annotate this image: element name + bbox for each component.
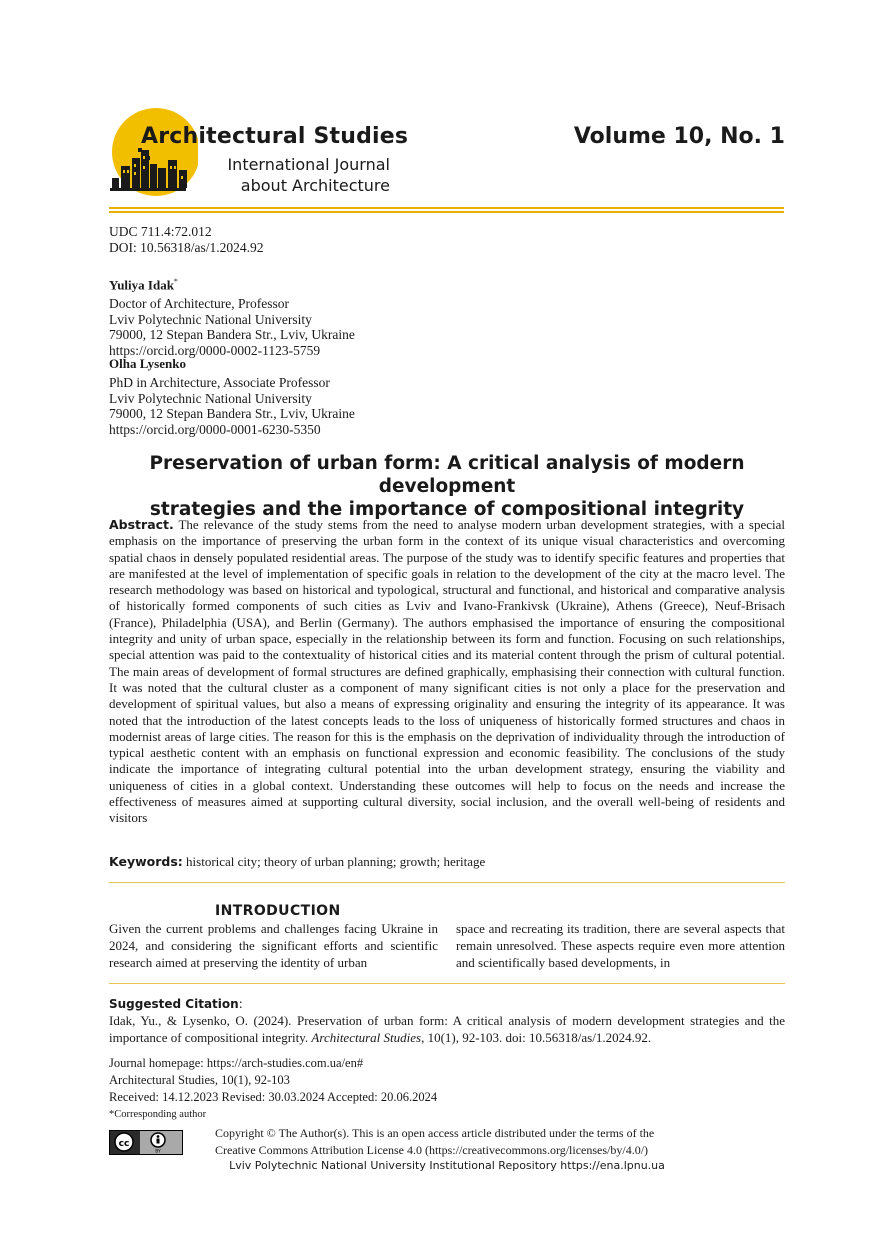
- abstract-text: The relevance of the study stems from the need to analyse modern urban development strategies, with a special emphasis on the importance of preserving the urban form in the context of its unique visual characteristics and overcoming spatial chaos in densely populated residential areas. The purpose of the study was to identify specific features and properties that are manifested at the level of implementation of specific goals in relation to the development of the city at the macro level. The research methodology was based on historical and typological, structural and functional, and historical and comparative analysis of historically formed components of such cities as Lviv and Ivano-Frankivsk (Ukraine), Athens (Greece), Neuf-Brisach (France), Philadelphia (USA), and Berlin (Germany). The authors emphasised the importance of ensuring the compositional integrity and unity of urban space, especially in the relationship between its form and function. Focusing on such relationships, special attention was paid to the contextuality of historical cities and its material content through the prism of cultural potential. The main areas of development of formal structures are defined graphically, emphasising their connection with cultural function. It was noted that the cultural cluster as a component of many significant cities is not only a place for the preservation and development of spiritual values, but also a means of expressing originality and ensuring the integrity of its appearance. It was noted that the introduction of the latest concepts leads to the loss of uniqueness of historically formed structures and chaos in modernist areas of large cities. The reason for this is the emphasis on the deprivation of individuality through the introduction of typical aesthetic content with an emphasis on functional expression and economic feasibility. The conclusions of the study indicate the importance of integrating cultural potential into the urban development strategy, ensuring the viability and uniqueness of cities in a global context. Understanding these outcomes will help to focus on the needs and increase the effectiveness of measures aimed at supporting cultural diversity, social inclusion, and the overall well-being of residents and visitors: [109, 517, 786, 826]
- journal-name: Architectural Studies: [141, 124, 409, 149]
- journal-logo: [108, 104, 198, 204]
- corresponding-author-note: *Corresponding author: [109, 1109, 207, 1120]
- header-divider-secondary: [109, 211, 784, 213]
- volume-label: Volume 10, No. 1: [573, 124, 785, 149]
- cc-license-icon: [110, 1131, 182, 1154]
- journal-homepage[interactable]: Journal homepage: https://arch-studies.com.ua/en#: [109, 1056, 364, 1070]
- citation-divider: [109, 983, 785, 984]
- author-address: 79000, 12 Stepan Bandera Str., Lviv, Ukraine: [109, 327, 355, 343]
- keywords-divider: [109, 882, 785, 883]
- author-name: Yuliya Idak*: [109, 277, 178, 293]
- section-heading-introduction: INTRODUCTION: [215, 903, 341, 919]
- author-name: Olha Lysenko: [109, 356, 186, 371]
- journal-subtitle-line-1: International Journal: [227, 155, 390, 174]
- intro-column-left: Given the current problems and challenges facing Ukraine in 2024, and considering the significant efforts and scientific research aimed at preserving the identity of urban: [109, 921, 438, 970]
- author-block-1: [109, 274, 355, 358]
- author-block-2: [109, 356, 355, 437]
- author-orcid-link[interactable]: https://orcid.org/0000-0002-1123-5759: [109, 342, 321, 358]
- citation-label: Suggested Citation:: [109, 997, 243, 1011]
- logo-buildings-icon: [108, 104, 198, 204]
- repository-note: Lviv Polytechnic National University Institutional Repository https://ena.lpnu.ua: [229, 1159, 665, 1172]
- paper-title-line-1: Preservation of urban form: A critical analysis of modern development: [149, 453, 745, 497]
- citation-journal: Architectural Studies: [311, 1029, 422, 1045]
- paper-title: [109, 452, 785, 521]
- identifiers: [109, 224, 264, 256]
- author-degree: Doctor of Architecture, Professor: [109, 296, 289, 312]
- header-divider: [109, 207, 784, 209]
- journal-issue: Architectural Studies, 10(1), 92-103: [109, 1073, 290, 1087]
- journal-subtitle: [200, 154, 390, 196]
- author-address: 79000, 12 Stepan Bandera Str., Lviv, Ukraine: [109, 406, 355, 421]
- license-line-2: Creative Commons Attribution License 4.0 (https://creativecommons.org/licenses/by/4.0/): [215, 1143, 649, 1157]
- author-degree: PhD in Architecture, Associate Professor: [109, 375, 330, 390]
- doi: DOI: 10.56318/as/1.2024.92: [109, 240, 264, 255]
- author-affiliation: Lviv Polytechnic National University: [109, 390, 312, 406]
- article-dates: Received: 14.12.2023 Revised: 30.03.2024 Accepted: 20.06.2024: [109, 1090, 438, 1104]
- keywords-label: Keywords:: [109, 854, 183, 869]
- keywords: [109, 854, 785, 870]
- corresponding-mark: *: [173, 277, 178, 286]
- journal-subtitle-line-2: about Architecture: [240, 176, 390, 195]
- abstract-label: Abstract.: [109, 517, 174, 532]
- author-affiliation: Lviv Polytechnic National University: [109, 311, 312, 327]
- abstract: [109, 517, 785, 827]
- keywords-text: historical city; theory of urban planning; growth; heritage: [186, 854, 486, 869]
- intro-column-right: space and recreating its tradition, there are several aspects that remain unresolved. These aspects require even more attention and scientifically based developments, in: [456, 921, 785, 970]
- udc-code: UDC 711.4:72.012: [109, 224, 212, 239]
- citation-text: Idak, Yu., & Lysenko, O. (2024). Preservation of urban form: A critical analysis of modern development strategies and the importance of compositional integrity. Architectural Studies, 10(1), 92-103. doi: 10.56318/as/1.2024.92.: [109, 1013, 785, 1045]
- cc-badge-by-label: BY: [155, 1149, 161, 1154]
- paper-title-line-2: strategies and the importance of compositional integrity: [149, 499, 745, 520]
- svg-text:cc: cc: [118, 1139, 130, 1149]
- license-text: [215, 1125, 685, 1159]
- author-orcid-link[interactable]: https://orcid.org/0000-0001-6230-5350: [109, 421, 321, 437]
- cc-by-badge[interactable]: [109, 1130, 183, 1155]
- license-line-1: Copyright © The Author(s). This is an open access article distributed under the terms of the: [215, 1126, 655, 1140]
